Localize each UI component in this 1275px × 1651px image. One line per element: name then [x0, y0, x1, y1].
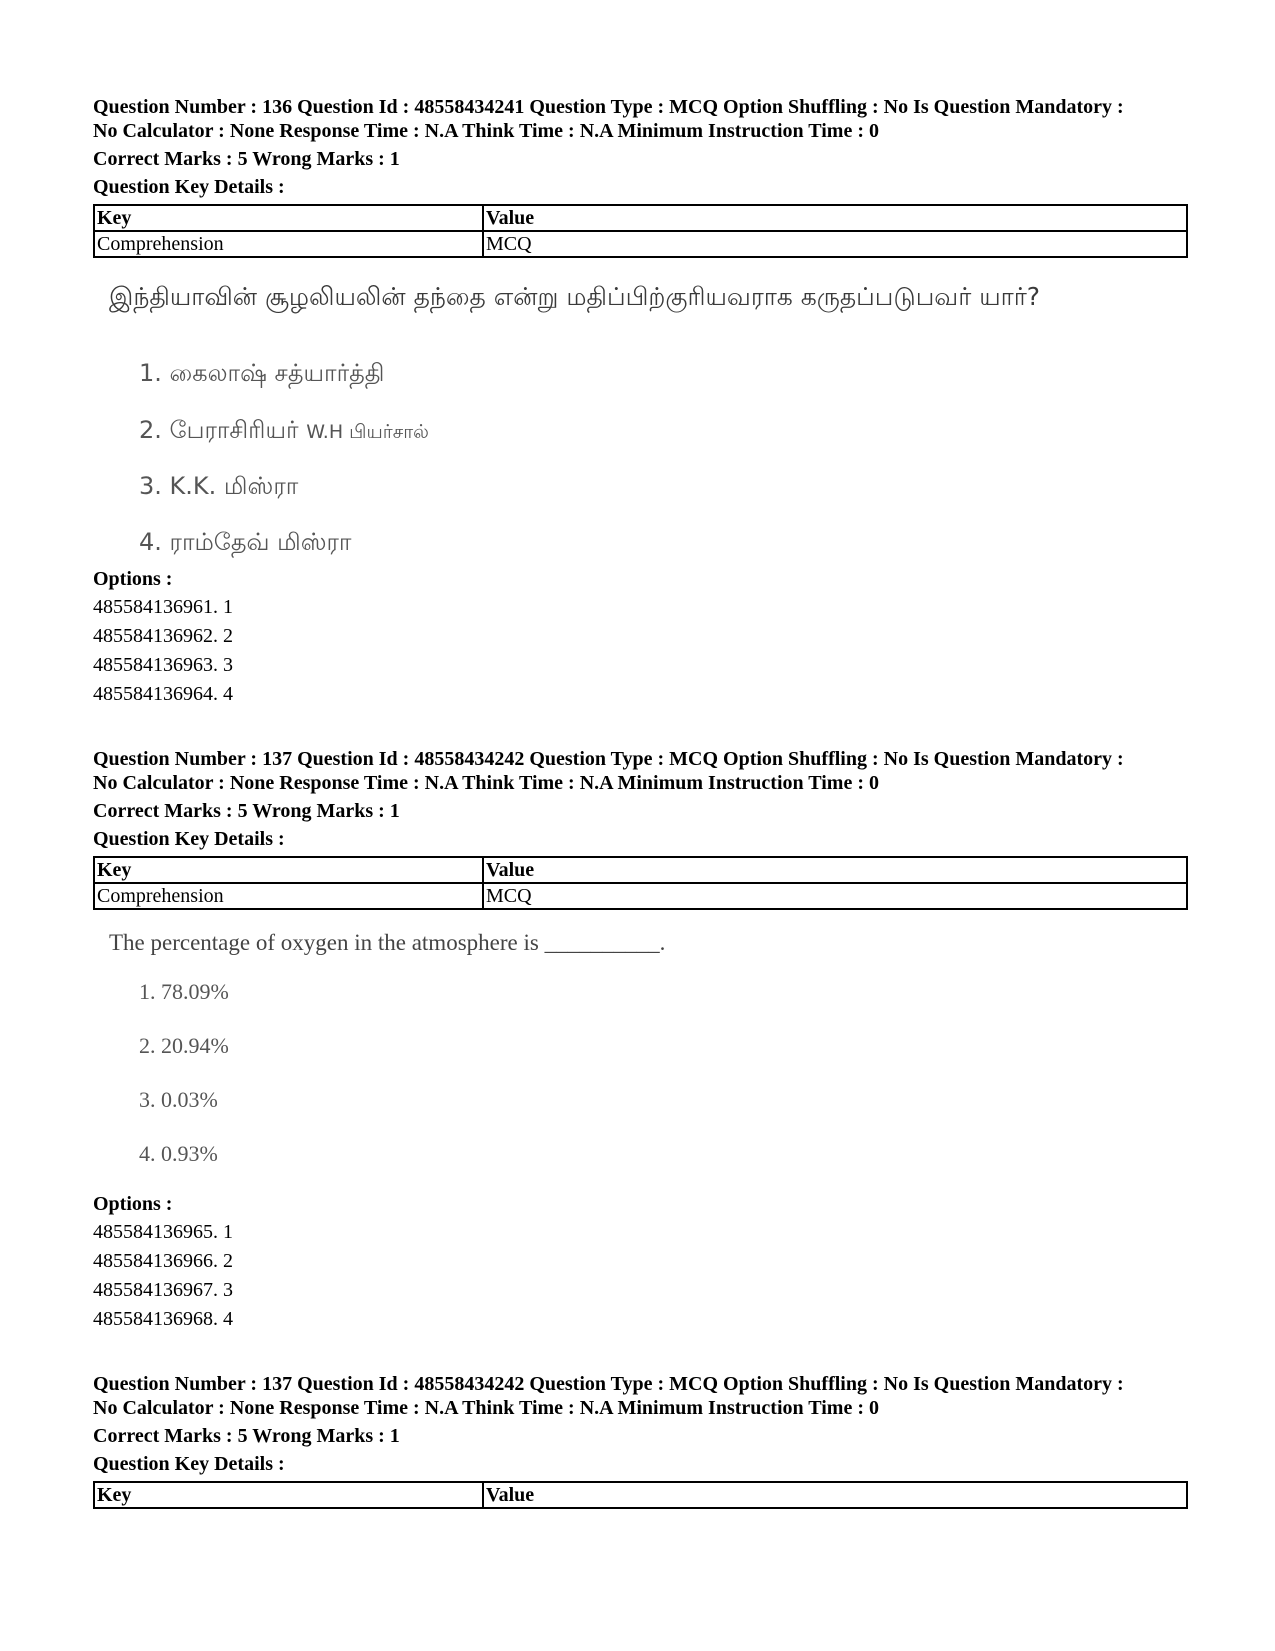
choice-text: 78.09%: [161, 979, 229, 1004]
table-cell-value: MCQ: [483, 883, 1187, 909]
table-cell-key: Comprehension: [94, 883, 483, 909]
question-block-137-repeat: [93, 1372, 1188, 1509]
option-line: 485584136962. 2: [93, 625, 233, 647]
table-header-row: [94, 857, 1187, 883]
choice-text: பேராசிரியர்: [169, 416, 307, 444]
choice-number: 3.: [139, 472, 162, 500]
question-content: [109, 928, 1188, 1172]
question-meta-line: No Calculator : None Response Time : N.A Think Time : N.A Minimum Instruction Time : 0: [93, 1397, 879, 1419]
choice-text: 20.94%: [161, 1033, 229, 1058]
choice-item: [139, 471, 298, 501]
document-page: [93, 95, 1188, 1509]
table-row: [94, 231, 1187, 257]
choice-number: 1.: [139, 359, 162, 387]
key-details-table: [93, 204, 1188, 258]
option-line: 485584136964. 4: [93, 683, 233, 705]
table-header-key: Key: [94, 1482, 483, 1508]
options-list: [93, 565, 1188, 709]
question-text: இந்தியாவின் சூழலியலின் தந்தை என்று மதிப்பிற்குரியவராக கருதப்படுபவர் யார்?: [109, 282, 1041, 311]
question-content: [109, 280, 1188, 555]
option-line: 485584136961. 1: [93, 596, 233, 618]
question-meta-line: No Calculator : None Response Time : N.A Think Time : N.A Minimum Instruction Time : 0: [93, 772, 879, 794]
choice-number: 2.: [139, 1033, 156, 1058]
choice-text: K.K. மிஸ்ரா: [169, 472, 299, 500]
table-header-row: [94, 1482, 1187, 1508]
table-cell-key: Comprehension: [94, 231, 483, 257]
choice-text: 0.03%: [161, 1087, 218, 1112]
question-text: The percentage of oxygen in the atmosphere is __________.: [109, 930, 666, 955]
choice-text: கைலாஷ் சத்யார்த்தி: [169, 359, 385, 387]
table-header-row: [94, 205, 1187, 231]
choice-item: [139, 358, 384, 388]
choice-text: 0.93%: [161, 1141, 218, 1166]
option-line: 485584136968. 4: [93, 1308, 233, 1330]
key-details-table: [93, 1481, 1188, 1509]
choice-item: [139, 1140, 218, 1168]
question-meta-line: No Calculator : None Response Time : N.A Think Time : N.A Minimum Instruction Time : 0: [93, 120, 879, 142]
options-list: [93, 1190, 1188, 1334]
question-meta-line: Question Number : 136 Question Id : 48558434241 Question Type : MCQ Option Shuffling : No Is Question Mandatory :: [93, 96, 1124, 118]
marks-line: Correct Marks : 5 Wrong Marks : 1: [93, 1425, 400, 1447]
marks-line: Correct Marks : 5 Wrong Marks : 1: [93, 148, 400, 170]
key-details-label: Question Key Details :: [93, 1453, 285, 1475]
choice-text: ராம்தேவ் மிஸ்ரா: [169, 528, 352, 556]
table-header-key: Key: [94, 205, 483, 231]
choice-item: [139, 978, 229, 1006]
choice-number: 2.: [139, 416, 162, 444]
key-details-label: Question Key Details :: [93, 176, 285, 198]
table-header-key: Key: [94, 857, 483, 883]
choice-number: 1.: [139, 979, 156, 1004]
table-header-value: Value: [483, 857, 1187, 883]
question-block-136: [93, 95, 1188, 709]
table-row: [94, 883, 1187, 909]
choice-item: [139, 415, 429, 447]
key-details-label: Question Key Details :: [93, 828, 285, 850]
table-header-value: Value: [483, 1482, 1187, 1508]
options-label: Options :: [93, 1193, 173, 1215]
question-block-137: [93, 747, 1188, 1334]
question-meta-line: Question Number : 137 Question Id : 48558434242 Question Type : MCQ Option Shuffling : No Is Question Mandatory :: [93, 1373, 1124, 1395]
option-line: 485584136967. 3: [93, 1279, 233, 1301]
option-line: 485584136963. 3: [93, 654, 233, 676]
question-meta-line: Question Number : 137 Question Id : 48558434242 Question Type : MCQ Option Shuffling : No Is Question Mandatory :: [93, 748, 1124, 770]
choice-text-extra: W.H பியர்சால்: [306, 421, 429, 443]
choice-item: [139, 527, 351, 557]
choice-number: 3.: [139, 1087, 156, 1112]
marks-line: Correct Marks : 5 Wrong Marks : 1: [93, 800, 400, 822]
choice-number: 4.: [139, 528, 162, 556]
choice-item: [139, 1086, 218, 1114]
table-cell-value: MCQ: [483, 231, 1187, 257]
table-header-value: Value: [483, 205, 1187, 231]
option-line: 485584136965. 1: [93, 1221, 233, 1243]
choice-item: [139, 1032, 229, 1060]
key-details-table: [93, 856, 1188, 910]
options-label: Options :: [93, 568, 173, 590]
option-line: 485584136966. 2: [93, 1250, 233, 1272]
choice-number: 4.: [139, 1141, 156, 1166]
